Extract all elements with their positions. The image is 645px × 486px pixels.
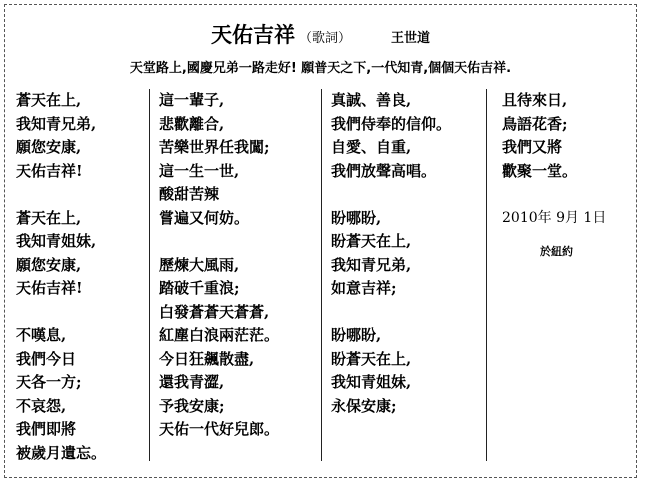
lyric-line: 盼哪盼, [331, 326, 382, 344]
lyric-line: 天佑吉祥! [16, 279, 83, 297]
author-name: 王世道 [391, 31, 431, 46]
lyrics-column-3 [331, 89, 451, 418]
lyric-line: 願您安康, [16, 255, 82, 274]
lyrics-column-4 [502, 89, 606, 264]
lyric-line: 酸甜苦辣 [159, 185, 220, 203]
lyric-line: 不嘆息, [16, 326, 67, 344]
lyric-line: 這一輩子, [159, 91, 225, 109]
lyric-line: 我們今日 [16, 349, 77, 368]
column-divider [321, 89, 322, 461]
lyrics-sheet [4, 4, 637, 478]
lyric-line: 鳥語花香; [502, 114, 568, 133]
song-title: 天佑吉祥 [210, 22, 295, 47]
lyric-line: 不哀怨, [16, 396, 67, 415]
lyric-line: 盼哪盼, [331, 208, 382, 227]
lyric-line: 天佑一代好兒郎。 [159, 420, 280, 438]
lyric-line: 蒼天在上, [16, 91, 82, 109]
stanza-gap [331, 183, 451, 207]
stanza-gap [159, 230, 279, 254]
lyrics-column-2 [159, 89, 279, 442]
lyric-line: 今日狂飆散盡, [159, 349, 255, 368]
lyric-line: 永保安康; [331, 396, 397, 415]
title-row [5, 19, 636, 49]
lyric-line: 這一生一世, [159, 161, 240, 180]
lyric-line: 踏破千重浪; [159, 279, 240, 297]
lyric-line: 歷煉大風雨, [159, 255, 240, 274]
lyric-line: 我們放聲高唱。 [331, 161, 437, 180]
lyric-line: 真誠、善良, [331, 91, 412, 109]
stanza-gap [16, 183, 106, 207]
lyric-line: 紅塵白浪兩茫茫。 [159, 326, 280, 344]
lyric-line: 天各一方; [16, 373, 82, 391]
lyric-line: 天佑吉祥! [16, 161, 83, 180]
lyric-line: 願您安康, [16, 138, 82, 156]
lyric-line: 我知青姐妹, [331, 373, 412, 391]
date-line: 2010年 9月 1日 [502, 209, 607, 226]
lyric-line: 苦樂世界任我闖; [159, 138, 270, 156]
lyric-line: 歡聚一堂。 [502, 161, 578, 180]
lyric-line: 我們即將 [16, 420, 77, 438]
lyric-line: 蒼天在上, [16, 208, 82, 227]
lyric-line: 自愛、自重, [331, 138, 412, 156]
lyric-line: 如意吉祥; [331, 279, 397, 297]
lyric-line: 我們又將 [502, 138, 563, 156]
lyric-line: 我知青兄弟, [16, 114, 97, 133]
lyric-line: 白發蒼蒼天蒼蒼, [159, 302, 270, 321]
genre-label: （歌詞） [298, 31, 351, 46]
lyrics-column-1 [16, 89, 106, 465]
lyric-line: 還我青澀, [159, 373, 225, 391]
place-line: 於紐約 [540, 245, 573, 258]
lyric-line: 盼蒼天在上, [331, 349, 412, 368]
lyric-line: 我知青姐妹, [16, 232, 97, 250]
lyric-line: 嘗遍又何妨。 [159, 208, 250, 227]
stanza-gap [331, 301, 451, 325]
lyric-line: 且待來日, [502, 91, 568, 109]
stanza-gap [502, 183, 606, 207]
dedication-line: 天堂路上,國慶兄弟一路走好! 願普天之下,一代知青,個個天佑吉祥. [129, 61, 512, 76]
lyric-line: 悲歡離合, [159, 114, 225, 133]
column-divider [486, 89, 487, 461]
column-divider [149, 89, 150, 461]
lyric-line: 我知青兄弟, [331, 255, 412, 274]
lyric-line: 予我安康; [159, 396, 225, 415]
lyric-line: 我們侍奉的信仰。 [331, 114, 452, 133]
stanza-gap [16, 301, 106, 325]
lyric-line: 盼蒼天在上, [331, 232, 412, 250]
lyric-line: 被歲月遺忘。 [16, 443, 107, 462]
